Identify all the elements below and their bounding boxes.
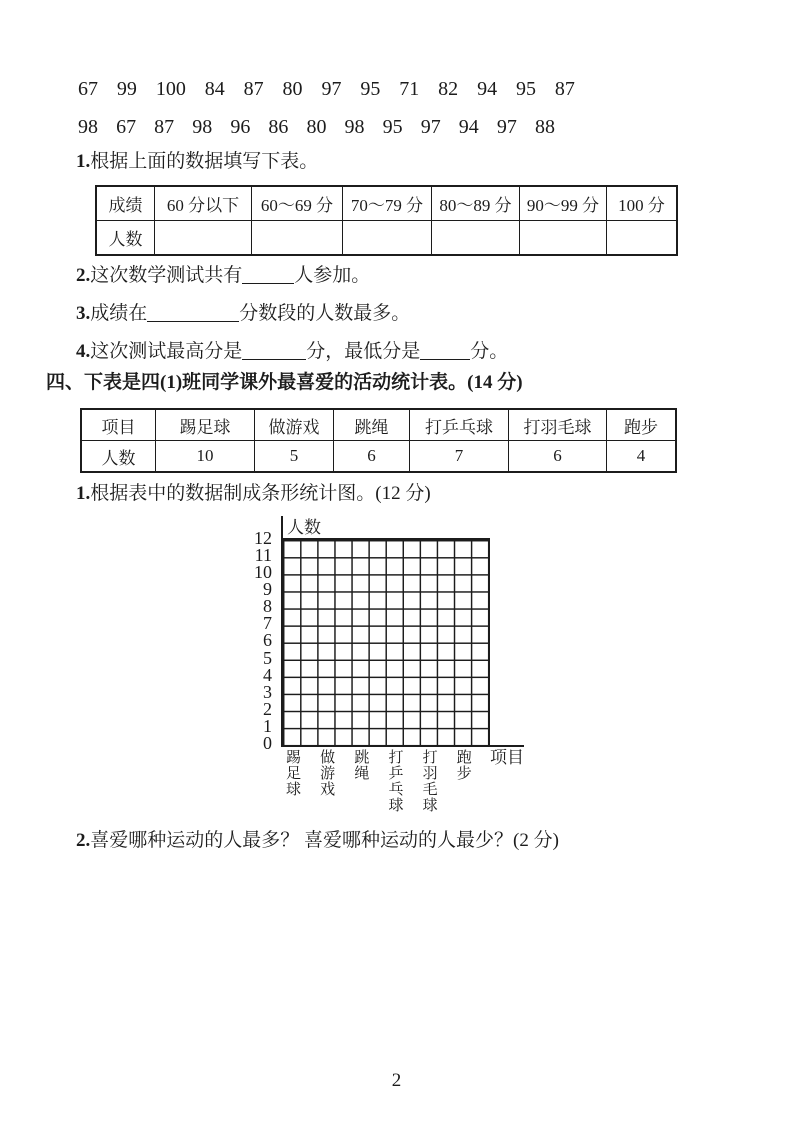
question-most-least — [76, 828, 559, 853]
y-tick-label: 0 — [263, 732, 272, 753]
question-number: 2. — [76, 265, 91, 286]
count-cells — [155, 221, 676, 254]
y-tick-label: 10 — [254, 562, 272, 583]
x-axis-title: 项目 — [490, 748, 524, 767]
y-tick-label: 12 — [254, 528, 272, 548]
score-value: 87 — [554, 78, 575, 100]
score-range-header: 90～99 分 — [520, 187, 607, 220]
score-range-header: 100 分 — [618, 196, 665, 215]
count-cell-empty — [155, 221, 252, 254]
category-label: 做游戏 — [318, 749, 335, 797]
score-value: 94 — [477, 78, 498, 100]
score-value: 84 — [204, 78, 225, 100]
question-text: 成绩在 — [90, 303, 148, 324]
score-value: 97 — [321, 78, 342, 100]
activity-table — [80, 408, 677, 473]
score-value: 98 — [192, 116, 213, 138]
score-range-header: 60 分以下 — [155, 187, 252, 220]
score-value: 100 — [155, 78, 186, 100]
activity-header: 打乒乓球 — [410, 410, 509, 440]
category-label: 跑步 — [454, 749, 471, 781]
y-tick-label: 9 — [263, 579, 272, 600]
activity-row-label: 项目 — [82, 410, 156, 440]
question-text: 这次数学测试共有 — [90, 265, 243, 286]
score-value: 95 — [360, 78, 381, 100]
score-data-row-1 — [78, 78, 575, 100]
score-value: 82 — [438, 78, 459, 100]
question-number: 2. — [76, 830, 91, 851]
category-label: 打羽毛球 — [420, 749, 437, 813]
answer-blank — [147, 307, 239, 322]
table-header-row — [82, 410, 675, 440]
activity-header: 踢足球 — [156, 410, 255, 440]
y-tick-label: 7 — [263, 613, 272, 634]
activity-headers — [156, 410, 675, 440]
count-cell-empty — [252, 221, 343, 254]
section-4-title: 四、下表是四(1)班同学课外最喜爱的活动统计表。(14 分) — [46, 372, 523, 393]
score-range-headers — [155, 187, 676, 220]
category-label: 踢足球 — [284, 749, 300, 797]
question-3 — [76, 301, 410, 326]
y-tick-label: 8 — [263, 596, 272, 617]
y-axis-ticks — [241, 530, 277, 752]
category-label-slot — [351, 749, 385, 813]
score-data-row-2 — [78, 116, 555, 138]
question-1 — [76, 149, 318, 174]
activity-header: 跳绳 — [334, 410, 410, 440]
score-value: 99 — [116, 78, 137, 100]
category-label-slot — [454, 749, 488, 813]
x-axis-category-labels — [283, 749, 488, 813]
activity-header: 跑步 — [624, 417, 658, 437]
score-range-header: 60～69 分 — [252, 187, 343, 220]
question-text: 喜爱哪种运动的人最多？ 喜爱哪种运动的人最少？(2 分) — [90, 830, 559, 851]
score-value: 97 — [496, 116, 517, 138]
question-number: 1. — [76, 151, 91, 172]
score-value: 98 — [78, 116, 98, 138]
activity-count: 7 — [410, 441, 509, 471]
answer-blank — [242, 269, 294, 284]
activity-count: 5 — [255, 441, 334, 471]
score-value: 95 — [382, 116, 403, 138]
header-score-label: 成绩 — [97, 187, 155, 220]
category-label-slot — [420, 749, 454, 813]
answer-blank — [242, 345, 306, 360]
y-tick-label: 1 — [263, 715, 272, 736]
activity-header: 打羽毛球 — [509, 410, 607, 440]
score-value: 86 — [268, 116, 289, 138]
score-value: 95 — [515, 78, 536, 100]
activity-header: 做游戏 — [255, 410, 334, 440]
y-axis-line — [281, 516, 283, 540]
score-range-header: 80～89 分 — [432, 187, 520, 220]
y-tick-label: 6 — [263, 630, 272, 651]
category-label-slot — [283, 749, 317, 813]
activity-count: 6 — [509, 441, 607, 471]
question-text: 分。 — [470, 341, 509, 362]
score-value: 94 — [458, 116, 479, 138]
score-value: 88 — [534, 116, 555, 138]
count-cell-empty — [432, 221, 520, 254]
score-value: 97 — [420, 116, 441, 138]
x-axis-line — [488, 745, 524, 747]
score-value: 87 — [154, 116, 175, 138]
activity-count: 4 — [636, 446, 646, 465]
question-number: 3. — [76, 303, 91, 324]
y-tick-label: 3 — [263, 681, 272, 702]
count-cell-empty — [343, 221, 432, 254]
question-number: 1. — [76, 483, 91, 504]
activity-count: 6 — [334, 441, 410, 471]
answer-blank — [420, 345, 470, 360]
question-text: 分，最低分是 — [306, 341, 421, 362]
page-number: 2 — [391, 1070, 402, 1091]
count-row-label: 人数 — [82, 441, 156, 471]
score-value: 71 — [399, 78, 420, 100]
y-tick-label: 11 — [254, 545, 272, 566]
category-label-slot — [385, 749, 419, 813]
category-label: 跳绳 — [352, 749, 369, 781]
count-row-label: 人数 — [97, 221, 155, 254]
category-label: 打乒乓球 — [386, 749, 403, 813]
question-text: 根据上面的数据填写下表。 — [90, 151, 319, 172]
score-range-header: 70～79 分 — [343, 187, 432, 220]
question-text: 根据表中的数据制成条形统计图。(12 分) — [90, 483, 431, 504]
activity-count: 10 — [156, 441, 255, 471]
score-value: 80 — [306, 116, 327, 138]
chart-question — [76, 481, 431, 506]
y-tick-label: 2 — [263, 698, 272, 719]
score-value: 80 — [282, 78, 303, 100]
count-cell-empty — [520, 221, 607, 254]
table-count-row — [97, 220, 676, 254]
question-text: 人参加。 — [294, 265, 371, 286]
y-axis-title: 人数 — [287, 518, 321, 537]
score-value: 67 — [116, 116, 137, 138]
question-number: 4. — [76, 341, 91, 362]
activity-counts — [156, 441, 675, 471]
count-cell-empty — [607, 221, 676, 254]
table-header-row — [97, 187, 676, 220]
score-distribution-table — [95, 185, 678, 256]
y-tick-label: 5 — [263, 647, 272, 668]
chart-grid — [281, 538, 490, 747]
question-2 — [76, 263, 370, 288]
score-value: 96 — [230, 116, 251, 138]
category-label-slot — [317, 749, 351, 813]
score-value: 87 — [243, 78, 264, 100]
score-value: 98 — [344, 116, 365, 138]
y-tick-label: 4 — [263, 664, 272, 685]
question-4 — [76, 339, 508, 364]
table-count-row — [82, 440, 675, 471]
question-text: 分数段的人数最多。 — [239, 303, 411, 324]
question-text: 这次测试最高分是 — [90, 341, 243, 362]
score-value: 67 — [78, 78, 98, 100]
